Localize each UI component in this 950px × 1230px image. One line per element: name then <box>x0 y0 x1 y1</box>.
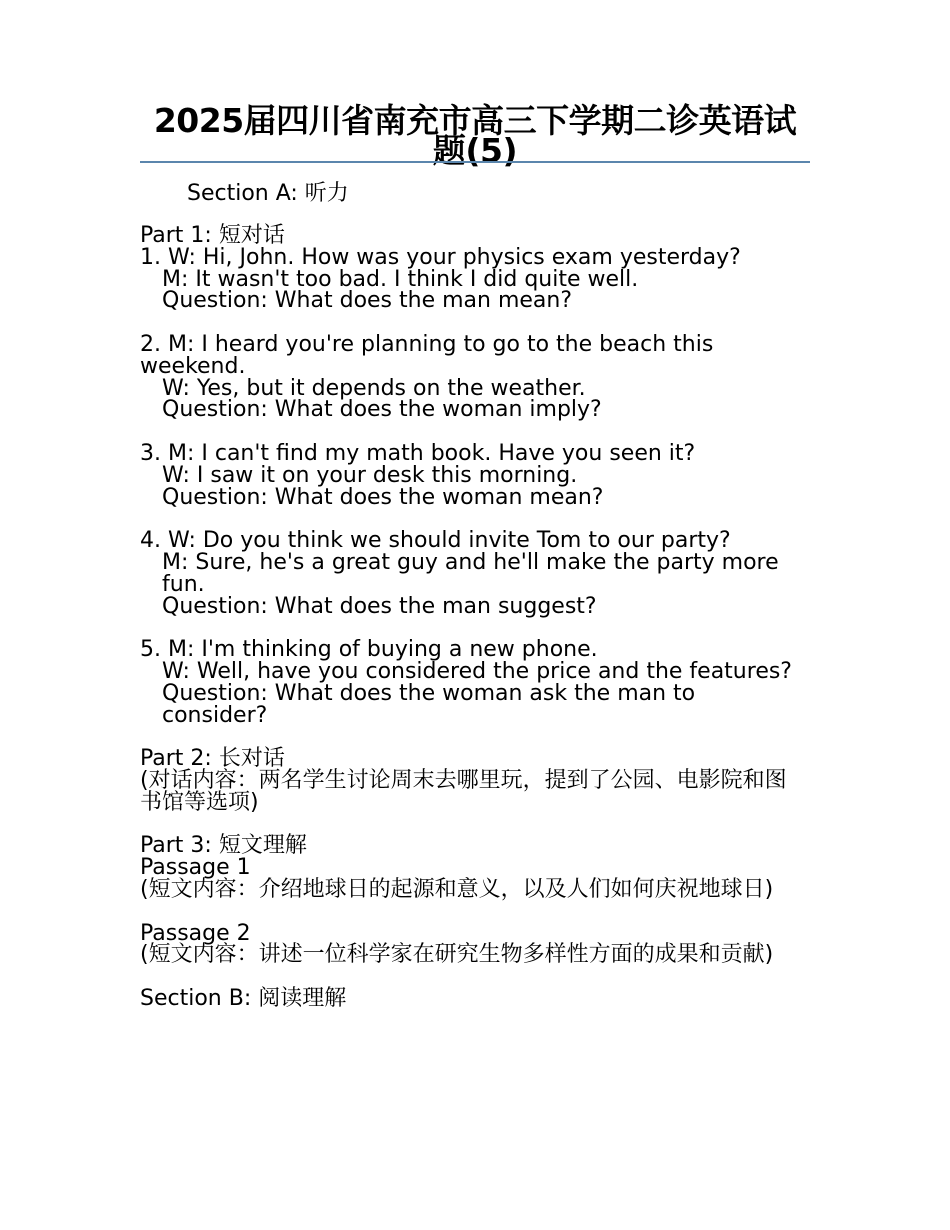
dialog-2-line-2: W: Yes, but it depends on the weather. <box>162 375 586 401</box>
part1 <box>140 225 805 312</box>
dialog-1-line-2: M: It wasn't too bad. I think I did quite well. <box>162 266 639 292</box>
section-b <box>140 985 805 1011</box>
dialog-5-line-2: W: Well, have you considered the price and the features? <box>162 658 792 684</box>
part3-heading: Part 3: 短文理解 <box>140 833 307 859</box>
dialog-4-line-2: M: Sure, he's a great guy and he'll make the party more fun. <box>162 549 779 597</box>
passage-1-label: Passage 1 <box>140 855 251 881</box>
dialog-4-question: Question: What does the man suggest? <box>162 593 597 619</box>
passage-1-content: (短文内容：介绍地球日的起源和意义，以及人们如何庆祝地球日) <box>140 876 774 902</box>
dialog-5-line-1: 5. M: I'm thinking of buying a new phone. <box>140 637 598 663</box>
part1-heading: Part 1: 短对话 <box>140 223 285 248</box>
document-body <box>140 225 805 1031</box>
title-underline <box>140 161 810 163</box>
part3 <box>140 835 805 900</box>
dialog-3 <box>140 440 805 510</box>
dialog-5 <box>140 639 805 726</box>
dialog-1-line-1: 1. W: Hi, John. How was your physics exam yesterday? <box>140 244 741 270</box>
dialog-4-line-1: 4. W: Do you think we should invite Tom to our party? <box>140 528 731 554</box>
part2 <box>140 748 805 813</box>
part2-heading: Part 2: 长对话 <box>140 746 285 772</box>
passage-2-content: (短文内容：讲述一位科学家在研究生物多样性方面的成果和贡献) <box>140 942 774 968</box>
dialog-2-line-1: 2. M: I heard you're planning to go to the beach this weekend. <box>140 331 714 379</box>
dialog-4 <box>140 530 805 617</box>
dialog-1-question: Question: What does the man mean? <box>162 288 573 314</box>
passage-2 <box>140 920 805 968</box>
dialog-3-line-2: W: I saw it on your desk this morning. <box>162 462 578 488</box>
passage-2-label: Passage 2 <box>140 920 251 946</box>
dialog-3-question: Question: What does the woman mean? <box>162 484 604 510</box>
dialog-3-line-1: 3. M: I can't find my math book. Have you seen it? <box>140 440 696 466</box>
part2-content: (对话内容：两名学生讨论周末去哪里玩，提到了公园、电影院和图书馆等选项) <box>140 767 787 815</box>
document-title: 2025届四川省南充市高三下学期二诊英语试题(5) <box>153 101 797 170</box>
section-b-heading: Section B: 阅读理解 <box>140 985 347 1011</box>
dialog-5-question: Question: What does the woman ask the man to consider? <box>162 680 696 728</box>
dialog-2 <box>140 331 805 423</box>
dialog-2-question: Question: What does the woman imply? <box>162 397 602 423</box>
section-a-heading: Section A: 听力 <box>187 181 349 206</box>
